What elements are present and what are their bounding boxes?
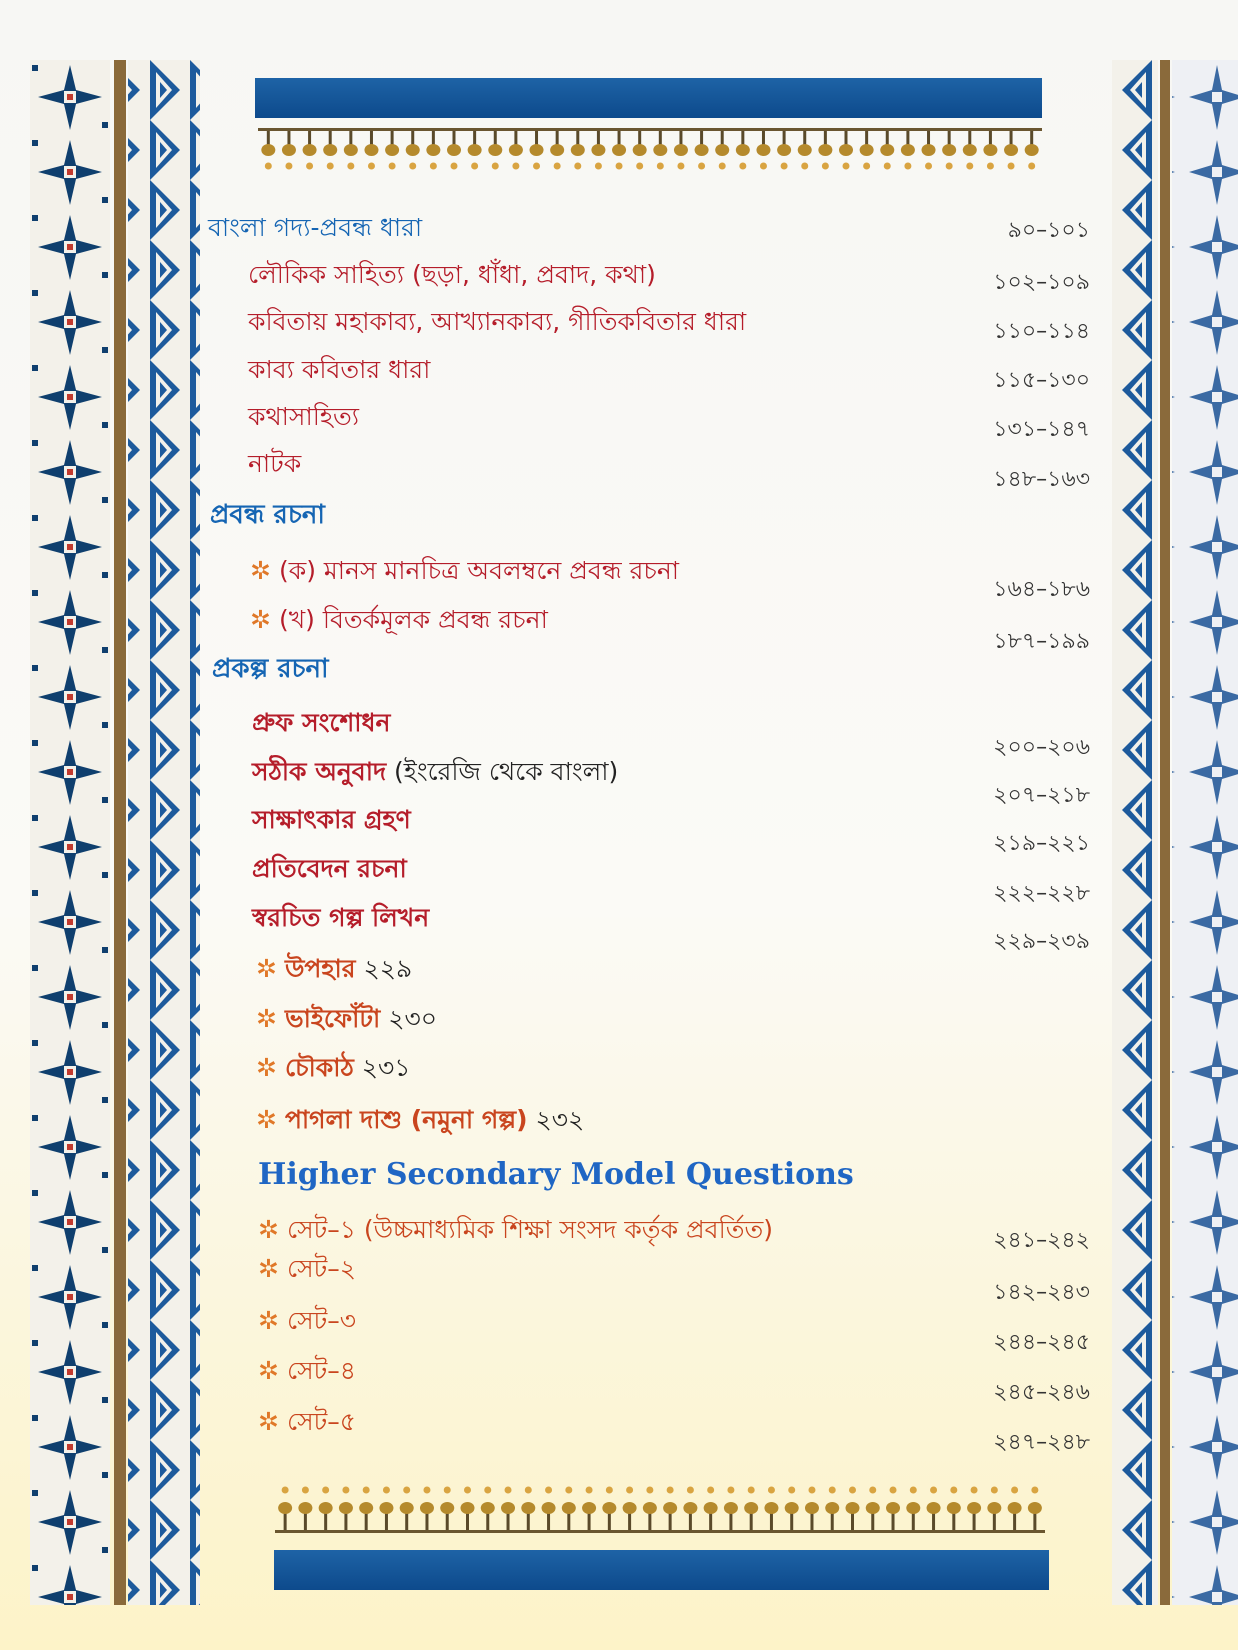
entry-set-1: ✲ সেট–১ (উচ্চমাধ্যমিক শিক্ষা সংসদ কর্তৃক প্রবর্তিত) — [258, 1215, 773, 1244]
star-bullet-icon: ✲ — [258, 1215, 279, 1244]
entry-sakkhat: সাক্ষাৎকার গ্রহণ — [252, 805, 411, 834]
lamp-ornament-icon — [420, 1487, 434, 1531]
lamp-ornament-icon — [674, 130, 688, 170]
entry-proof: প্রুফ সংশোধন — [252, 708, 391, 737]
page-range: ২২২–২২৮ — [993, 881, 1090, 906]
lamp-ornament-icon — [724, 1487, 738, 1531]
lamp-ornament-icon — [542, 1487, 556, 1531]
lamp-ornament-icon — [1004, 130, 1018, 170]
star-bullet-icon: ✲ — [250, 556, 271, 585]
lamp-rail — [258, 128, 1042, 131]
page-range: ১৪২–২৪৩ — [993, 1280, 1090, 1305]
left-woven-border — [30, 60, 200, 1605]
lamp-ornament-icon — [521, 1487, 535, 1531]
lamp-ornament-icon — [777, 130, 791, 170]
bottom-blue-band — [274, 1550, 1049, 1590]
lamp-ornament-icon — [633, 130, 647, 170]
entry-bhai: ✲ ভাইফোঁটা ২৩০ — [256, 1004, 437, 1033]
lamp-ornament-icon — [839, 130, 853, 170]
lamp-ornament-icon — [756, 130, 770, 170]
lamp-ornament-icon — [623, 1487, 637, 1531]
lamp-ornament-icon — [715, 130, 729, 170]
lamp-ornament-icon — [602, 1487, 616, 1531]
lamp-ornament-icon — [344, 130, 358, 170]
lamp-ornament-icon — [440, 1487, 454, 1531]
lamp-ornament-icon — [1028, 1487, 1042, 1531]
lamp-ornament-icon — [582, 1487, 596, 1531]
page-range: ১১০–১১৪ — [993, 319, 1090, 344]
lamp-ornament-icon — [785, 1487, 799, 1531]
lamp-ornament-icon — [400, 1487, 414, 1531]
right-woven-border — [1112, 60, 1238, 1605]
lamp-ornament-icon — [798, 130, 812, 170]
lamp-ornament-icon — [663, 1487, 677, 1531]
lamp-ornament-icon — [764, 1487, 778, 1531]
hs-model-questions-title: Higher Secondary Model Questions — [258, 1157, 854, 1192]
lamp-ornament-icon — [947, 1487, 961, 1531]
lamp-ornament-icon — [683, 1487, 697, 1531]
lamp-ornament-icon — [481, 1487, 495, 1531]
lamp-ornament-icon — [860, 130, 874, 170]
lamp-ornament-icon — [987, 1487, 1001, 1531]
lamp-ornament-icon — [591, 130, 605, 170]
page-range: ১৩১–১৪৭ — [993, 417, 1090, 442]
lamp-ornament-icon — [846, 1487, 860, 1531]
page-range: ২২৯–২৩৯ — [993, 929, 1090, 954]
lamp-ornament-icon — [385, 130, 399, 170]
lamp-ornament-icon — [530, 130, 544, 170]
star-bullet-icon: ✲ — [256, 1105, 277, 1134]
lamp-ornament-icon — [1008, 1487, 1022, 1531]
lamp-ornament-icon — [906, 1487, 920, 1531]
lamp-ornament-icon — [880, 130, 894, 170]
lamp-ornament-icon — [963, 130, 977, 170]
lamp-ornament-icon — [550, 130, 564, 170]
lamp-ornament-icon — [736, 130, 750, 170]
star-bullet-icon: ✲ — [250, 605, 271, 634]
section-prabandha-rachana: প্রবন্ধ রচনা — [210, 500, 325, 530]
lamp-ornament-icon — [461, 1487, 475, 1531]
lamp-ornament-icon — [323, 130, 337, 170]
lamp-ornament-icon — [571, 130, 585, 170]
lamp-ornament-icon — [509, 130, 523, 170]
lamp-ornament-icon — [866, 1487, 880, 1531]
page-range: ১৬৪–১৮৬ — [993, 577, 1090, 602]
entry-set-5: ✲ সেট–৫ — [258, 1407, 356, 1436]
entry-choukath: ✲ চৌকাঠ ২৩১ — [256, 1053, 411, 1082]
lamp-ornament-icon — [818, 130, 832, 170]
lamp-ornament-icon — [379, 1487, 393, 1531]
lamp-ornament-icon — [359, 1487, 373, 1531]
entry-laukik: লৌকিক সাহিত্য (ছড়া, ধাঁধা, প্রবাদ, কথা) — [248, 260, 656, 289]
lamp-ornament-icon — [364, 130, 378, 170]
lamp-ornament-icon — [261, 130, 275, 170]
star-bullet-icon: ✲ — [256, 1053, 277, 1082]
page-range: ১০২–১০৯ — [993, 270, 1090, 295]
top-lamp-row — [258, 128, 1042, 188]
lamp-ornament-icon — [825, 1487, 839, 1531]
lamp-ornament-icon — [426, 130, 440, 170]
entry-set-2: ✲ সেট–২ — [258, 1254, 356, 1283]
entry-set-4: ✲ সেট–৪ — [258, 1356, 356, 1385]
lamp-ornament-icon — [886, 1487, 900, 1531]
entry-set-3: ✲ সেট–৩ — [258, 1306, 356, 1335]
lamp-ornament-icon — [488, 130, 502, 170]
lamp-ornament-icon — [298, 1487, 312, 1531]
lamp-rail — [275, 1530, 1045, 1533]
lamp-ornament-icon — [805, 1487, 819, 1531]
lamp-ornament-icon — [468, 130, 482, 170]
lamp-ornament-icon — [612, 130, 626, 170]
lamp-ornament-icon — [942, 130, 956, 170]
lamp-ornament-icon — [406, 130, 420, 170]
page-range: ৯০–১০১ — [1007, 218, 1090, 243]
lamp-ornament-icon — [983, 130, 997, 170]
page-range: ২৪৪–২৪৫ — [993, 1330, 1090, 1355]
lamp-ornament-icon — [927, 1487, 941, 1531]
page-range: ২৪৫–২৪৬ — [993, 1380, 1090, 1405]
lamp-ornament-icon — [501, 1487, 515, 1531]
lamp-ornament-icon — [922, 130, 936, 170]
lamp-ornament-icon — [643, 1487, 657, 1531]
page-range: ২১৯–২২১ — [993, 831, 1090, 856]
entry-natak: নাটক — [248, 449, 302, 478]
lamp-ornament-icon — [704, 1487, 718, 1531]
star-bullet-icon: ✲ — [258, 1254, 279, 1283]
entry-swarachito: স্বরচিত গল্প লিখন — [252, 903, 430, 932]
lamp-ornament-icon — [447, 130, 461, 170]
entry-uphar: ✲ উপহার ২২৯ — [256, 954, 413, 983]
star-bullet-icon: ✲ — [258, 1306, 279, 1335]
star-bullet-icon: ✲ — [256, 954, 277, 983]
lamp-ornament-icon — [282, 130, 296, 170]
section-gadya-prabandha: বাংলা গদ্য-প্রবন্ধ ধারা — [208, 213, 423, 242]
star-bullet-icon: ✲ — [256, 1004, 277, 1033]
page-range: ১৪৮–১৬৩ — [993, 467, 1090, 492]
lamp-ornament-icon — [339, 1487, 353, 1531]
entry-ka: ✲ (ক) মানস মানচিত্র অবলম্বনে প্রবন্ধ রচনা — [250, 556, 679, 585]
lamp-ornament-icon — [319, 1487, 333, 1531]
star-bullet-icon: ✲ — [258, 1407, 279, 1436]
lamp-ornament-icon — [653, 130, 667, 170]
lamp-ornament-icon — [695, 130, 709, 170]
lamp-ornament-icon — [562, 1487, 576, 1531]
page-range: ২৪১–২৪২ — [993, 1228, 1090, 1253]
entry-kabitay: কবিতায় মহাকাব্য, আখ্যানকাব্য, গীতিকবিতার ধারা — [248, 307, 747, 336]
page-range: ১১৫–১৩০ — [993, 368, 1090, 393]
entry-protibedon: প্রতিবেদন রচনা — [252, 854, 407, 883]
page-range: ২৪৭–২৪৮ — [993, 1430, 1090, 1455]
top-blue-band — [255, 78, 1042, 118]
bottom-lamp-row — [275, 1482, 1045, 1542]
lamp-ornament-icon — [1025, 130, 1039, 170]
page-range: ১৮৭–১৯৯ — [993, 629, 1090, 654]
star-bullet-icon: ✲ — [258, 1356, 279, 1385]
entry-katha: কথাসাহিত্য — [248, 402, 359, 431]
entry-kabya: কাব্য কবিতার ধারা — [248, 355, 431, 384]
lamp-ornament-icon — [303, 130, 317, 170]
entry-anubad: সঠীক অনুবাদ (ইংরেজি থেকে বাংলা) — [252, 757, 619, 786]
entry-kha: ✲ (খ) বিতর্কমূলক প্রবন্ধ রচনা — [250, 605, 548, 634]
page-range: ২০৭–২১৮ — [993, 783, 1090, 808]
lamp-ornament-icon — [278, 1487, 292, 1531]
section-prakalpa-rachana: প্রকল্প রচনা — [212, 654, 329, 684]
lamp-ornament-icon — [967, 1487, 981, 1531]
entry-pagla: ✲ পাগলা দাশু (নমুনা গল্প) ২৩২ — [256, 1105, 585, 1134]
lamp-ornament-icon — [901, 130, 915, 170]
lamp-ornament-icon — [744, 1487, 758, 1531]
page-range: ২০০–২০৬ — [993, 735, 1090, 760]
